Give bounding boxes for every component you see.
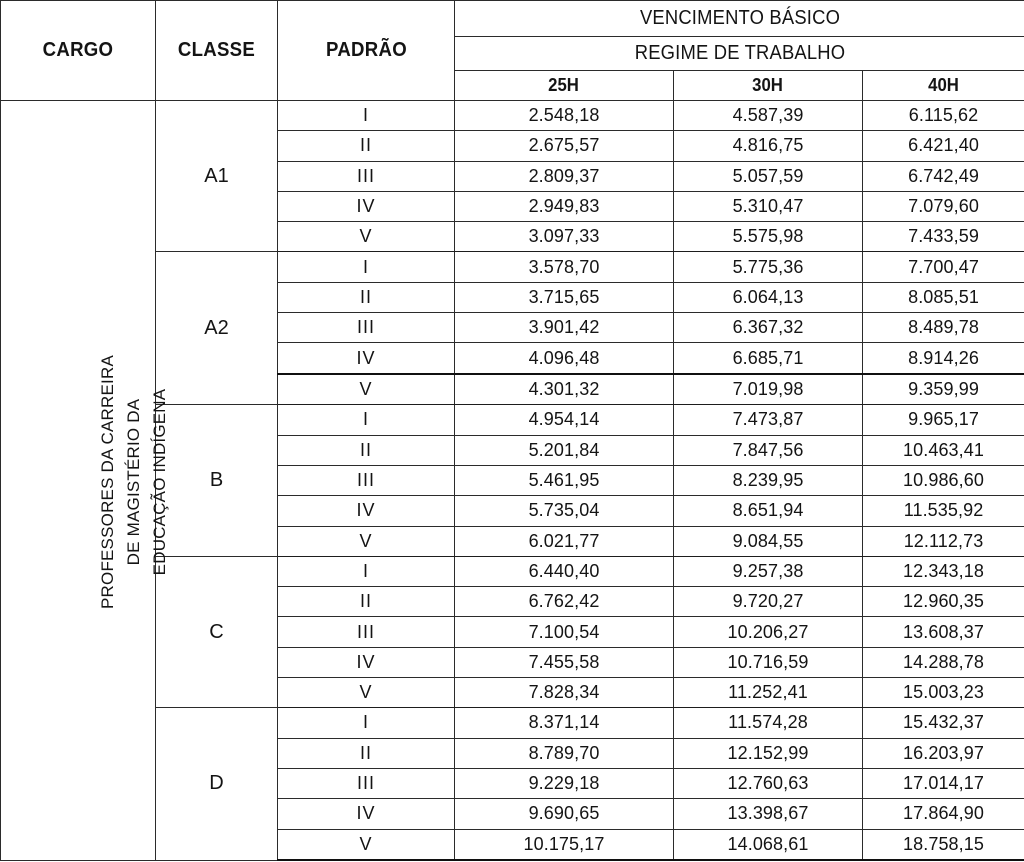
padrao-cell: I [278, 101, 455, 131]
table-header [1, 1, 1024, 101]
value-cell-h25: 3.715,65 [455, 282, 674, 312]
padrao-cell: III [278, 617, 455, 647]
padrao-cell: IV [278, 799, 455, 829]
value-cell-h40: 8.489,78 [863, 313, 1024, 343]
value-cell-h40: 7.700,47 [863, 252, 1024, 282]
value-cell-h40: 10.986,60 [863, 465, 1024, 495]
value-cell-h30: 6.685,71 [674, 343, 863, 374]
value-cell-h40: 6.742,49 [863, 161, 1024, 191]
header-40h-label: 40H [928, 75, 959, 96]
value-cell-h25: 10.175,17 [455, 829, 674, 860]
value-cell-h30: 5.775,36 [674, 252, 863, 282]
class-cell-c: C [156, 556, 278, 707]
value-cell-h25: 8.789,70 [455, 738, 674, 768]
header-regime-trabalho: REGIME DE TRABALHO [477, 37, 1001, 71]
value-cell-h30: 9.720,27 [674, 587, 863, 617]
header-padrao [278, 1, 455, 101]
header-padrao-label: PADRÃO [326, 39, 407, 62]
value-cell-h30: 5.310,47 [674, 191, 863, 221]
padrao-cell: II [278, 131, 455, 161]
value-cell-h25: 9.229,18 [455, 768, 674, 798]
value-cell-h40: 8.914,26 [863, 343, 1024, 374]
padrao-cell: III [278, 465, 455, 495]
cargo-cell [1, 101, 156, 861]
padrao-cell: V [278, 526, 455, 556]
padrao-cell: V [278, 829, 455, 860]
header-classe [156, 1, 278, 101]
class-cell-a1: A1 [156, 101, 278, 252]
header-30h [674, 71, 863, 101]
value-cell-h30: 7.473,87 [674, 405, 863, 435]
value-cell-h30: 6.367,32 [674, 313, 863, 343]
value-cell-h40: 14.288,78 [863, 647, 1024, 677]
value-cell-h25: 2.675,57 [455, 131, 674, 161]
value-cell-h40: 17.014,17 [863, 768, 1024, 798]
value-cell-h25: 4.096,48 [455, 343, 674, 374]
value-cell-h40: 15.003,23 [863, 678, 1024, 708]
class-cell-b: B [156, 405, 278, 556]
header-classe-label: CLASSE [178, 39, 255, 62]
value-cell-h30: 13.398,67 [674, 799, 863, 829]
value-cell-h30: 10.716,59 [674, 647, 863, 677]
padrao-cell: III [278, 313, 455, 343]
value-cell-h40: 15.432,37 [863, 708, 1024, 738]
value-cell-h30: 9.257,38 [674, 556, 863, 586]
padrao-cell: I [278, 556, 455, 586]
class-cell-a2: A2 [156, 252, 278, 405]
value-cell-h40: 6.115,62 [863, 101, 1024, 131]
value-cell-h25: 4.301,32 [455, 374, 674, 405]
value-cell-h40: 13.608,37 [863, 617, 1024, 647]
value-cell-h30: 7.847,56 [674, 435, 863, 465]
value-cell-h25: 7.455,58 [455, 647, 674, 677]
padrao-cell: I [278, 252, 455, 282]
padrao-cell: IV [278, 647, 455, 677]
value-cell-h25: 6.021,77 [455, 526, 674, 556]
value-cell-h30: 4.816,75 [674, 131, 863, 161]
value-cell-h25: 5.201,84 [455, 435, 674, 465]
value-cell-h40: 11.535,92 [863, 496, 1024, 526]
value-cell-h40: 12.112,73 [863, 526, 1024, 556]
value-cell-h25: 2.949,83 [455, 191, 674, 221]
value-cell-h30: 5.057,59 [674, 161, 863, 191]
header-25h [455, 71, 674, 101]
value-cell-h30: 12.152,99 [674, 738, 863, 768]
padrao-cell: II [278, 738, 455, 768]
padrao-cell: III [278, 768, 455, 798]
value-cell-h25: 7.100,54 [455, 617, 674, 647]
header-cargo-label: CARGO [43, 39, 114, 62]
value-cell-h25: 3.097,33 [455, 222, 674, 252]
table-row [1, 101, 1024, 131]
value-cell-h30: 12.760,63 [674, 768, 863, 798]
header-30h-label: 30H [753, 75, 784, 96]
value-cell-h30: 5.575,98 [674, 222, 863, 252]
cargo-label-line: EDUCAÇÃO INDÍGENA [147, 355, 173, 609]
value-cell-h25: 5.735,04 [455, 496, 674, 526]
padrao-cell: IV [278, 496, 455, 526]
value-cell-h30: 6.064,13 [674, 282, 863, 312]
value-cell-h40: 7.433,59 [863, 222, 1024, 252]
value-cell-h25: 3.901,42 [455, 313, 674, 343]
value-cell-h25: 9.690,65 [455, 799, 674, 829]
value-cell-h25: 2.548,18 [455, 101, 674, 131]
padrao-cell: II [278, 435, 455, 465]
value-cell-h40: 8.085,51 [863, 282, 1024, 312]
value-cell-h30: 8.651,94 [674, 496, 863, 526]
padrao-cell: V [278, 374, 455, 405]
value-cell-h25: 3.578,70 [455, 252, 674, 282]
value-cell-h25: 6.440,40 [455, 556, 674, 586]
padrao-cell: V [278, 678, 455, 708]
padrao-cell: V [278, 222, 455, 252]
class-cell-d: D [156, 708, 278, 860]
padrao-cell: II [278, 587, 455, 617]
value-cell-h30: 14.068,61 [674, 829, 863, 860]
value-cell-h40: 6.421,40 [863, 131, 1024, 161]
value-cell-h40: 9.359,99 [863, 374, 1024, 405]
padrao-cell: I [278, 708, 455, 738]
value-cell-h25: 2.809,37 [455, 161, 674, 191]
value-cell-h25: 4.954,14 [455, 405, 674, 435]
value-cell-h40: 17.864,90 [863, 799, 1024, 829]
header-25h-label: 25H [549, 75, 580, 96]
padrao-cell: IV [278, 191, 455, 221]
header-cargo [1, 1, 156, 101]
cargo-label-line: DE MAGISTÉRIO DA [121, 355, 147, 609]
value-cell-h25: 8.371,14 [455, 708, 674, 738]
value-cell-h25: 7.828,34 [455, 678, 674, 708]
value-cell-h25: 5.461,95 [455, 465, 674, 495]
header-row-group [1, 1, 1024, 37]
value-cell-h30: 10.206,27 [674, 617, 863, 647]
padrao-cell: I [278, 405, 455, 435]
value-cell-h30: 7.019,98 [674, 374, 863, 405]
value-cell-h40: 7.079,60 [863, 191, 1024, 221]
value-cell-h40: 10.463,41 [863, 435, 1024, 465]
value-cell-h30: 9.084,55 [674, 526, 863, 556]
table-body [1, 101, 1024, 861]
value-cell-h30: 8.239,95 [674, 465, 863, 495]
value-cell-h30: 4.587,39 [674, 101, 863, 131]
value-cell-h40: 12.343,18 [863, 556, 1024, 586]
header-40h [863, 71, 1024, 101]
value-cell-h40: 9.965,17 [863, 405, 1024, 435]
padrao-cell: II [278, 282, 455, 312]
cargo-rotated-label [1, 101, 156, 862]
value-cell-h30: 11.574,28 [674, 708, 863, 738]
padrao-cell: IV [278, 343, 455, 374]
cargo-label-line: PROFESSORES DA CARREIRA [95, 355, 121, 609]
padrao-cell: III [278, 161, 455, 191]
value-cell-h40: 18.758,15 [863, 829, 1024, 860]
value-cell-h40: 12.960,35 [863, 587, 1024, 617]
value-cell-h25: 6.762,42 [455, 587, 674, 617]
value-cell-h30: 11.252,41 [674, 678, 863, 708]
header-vencimento-basico: VENCIMENTO BÁSICO [477, 1, 1001, 37]
value-cell-h40: 16.203,97 [863, 738, 1024, 768]
